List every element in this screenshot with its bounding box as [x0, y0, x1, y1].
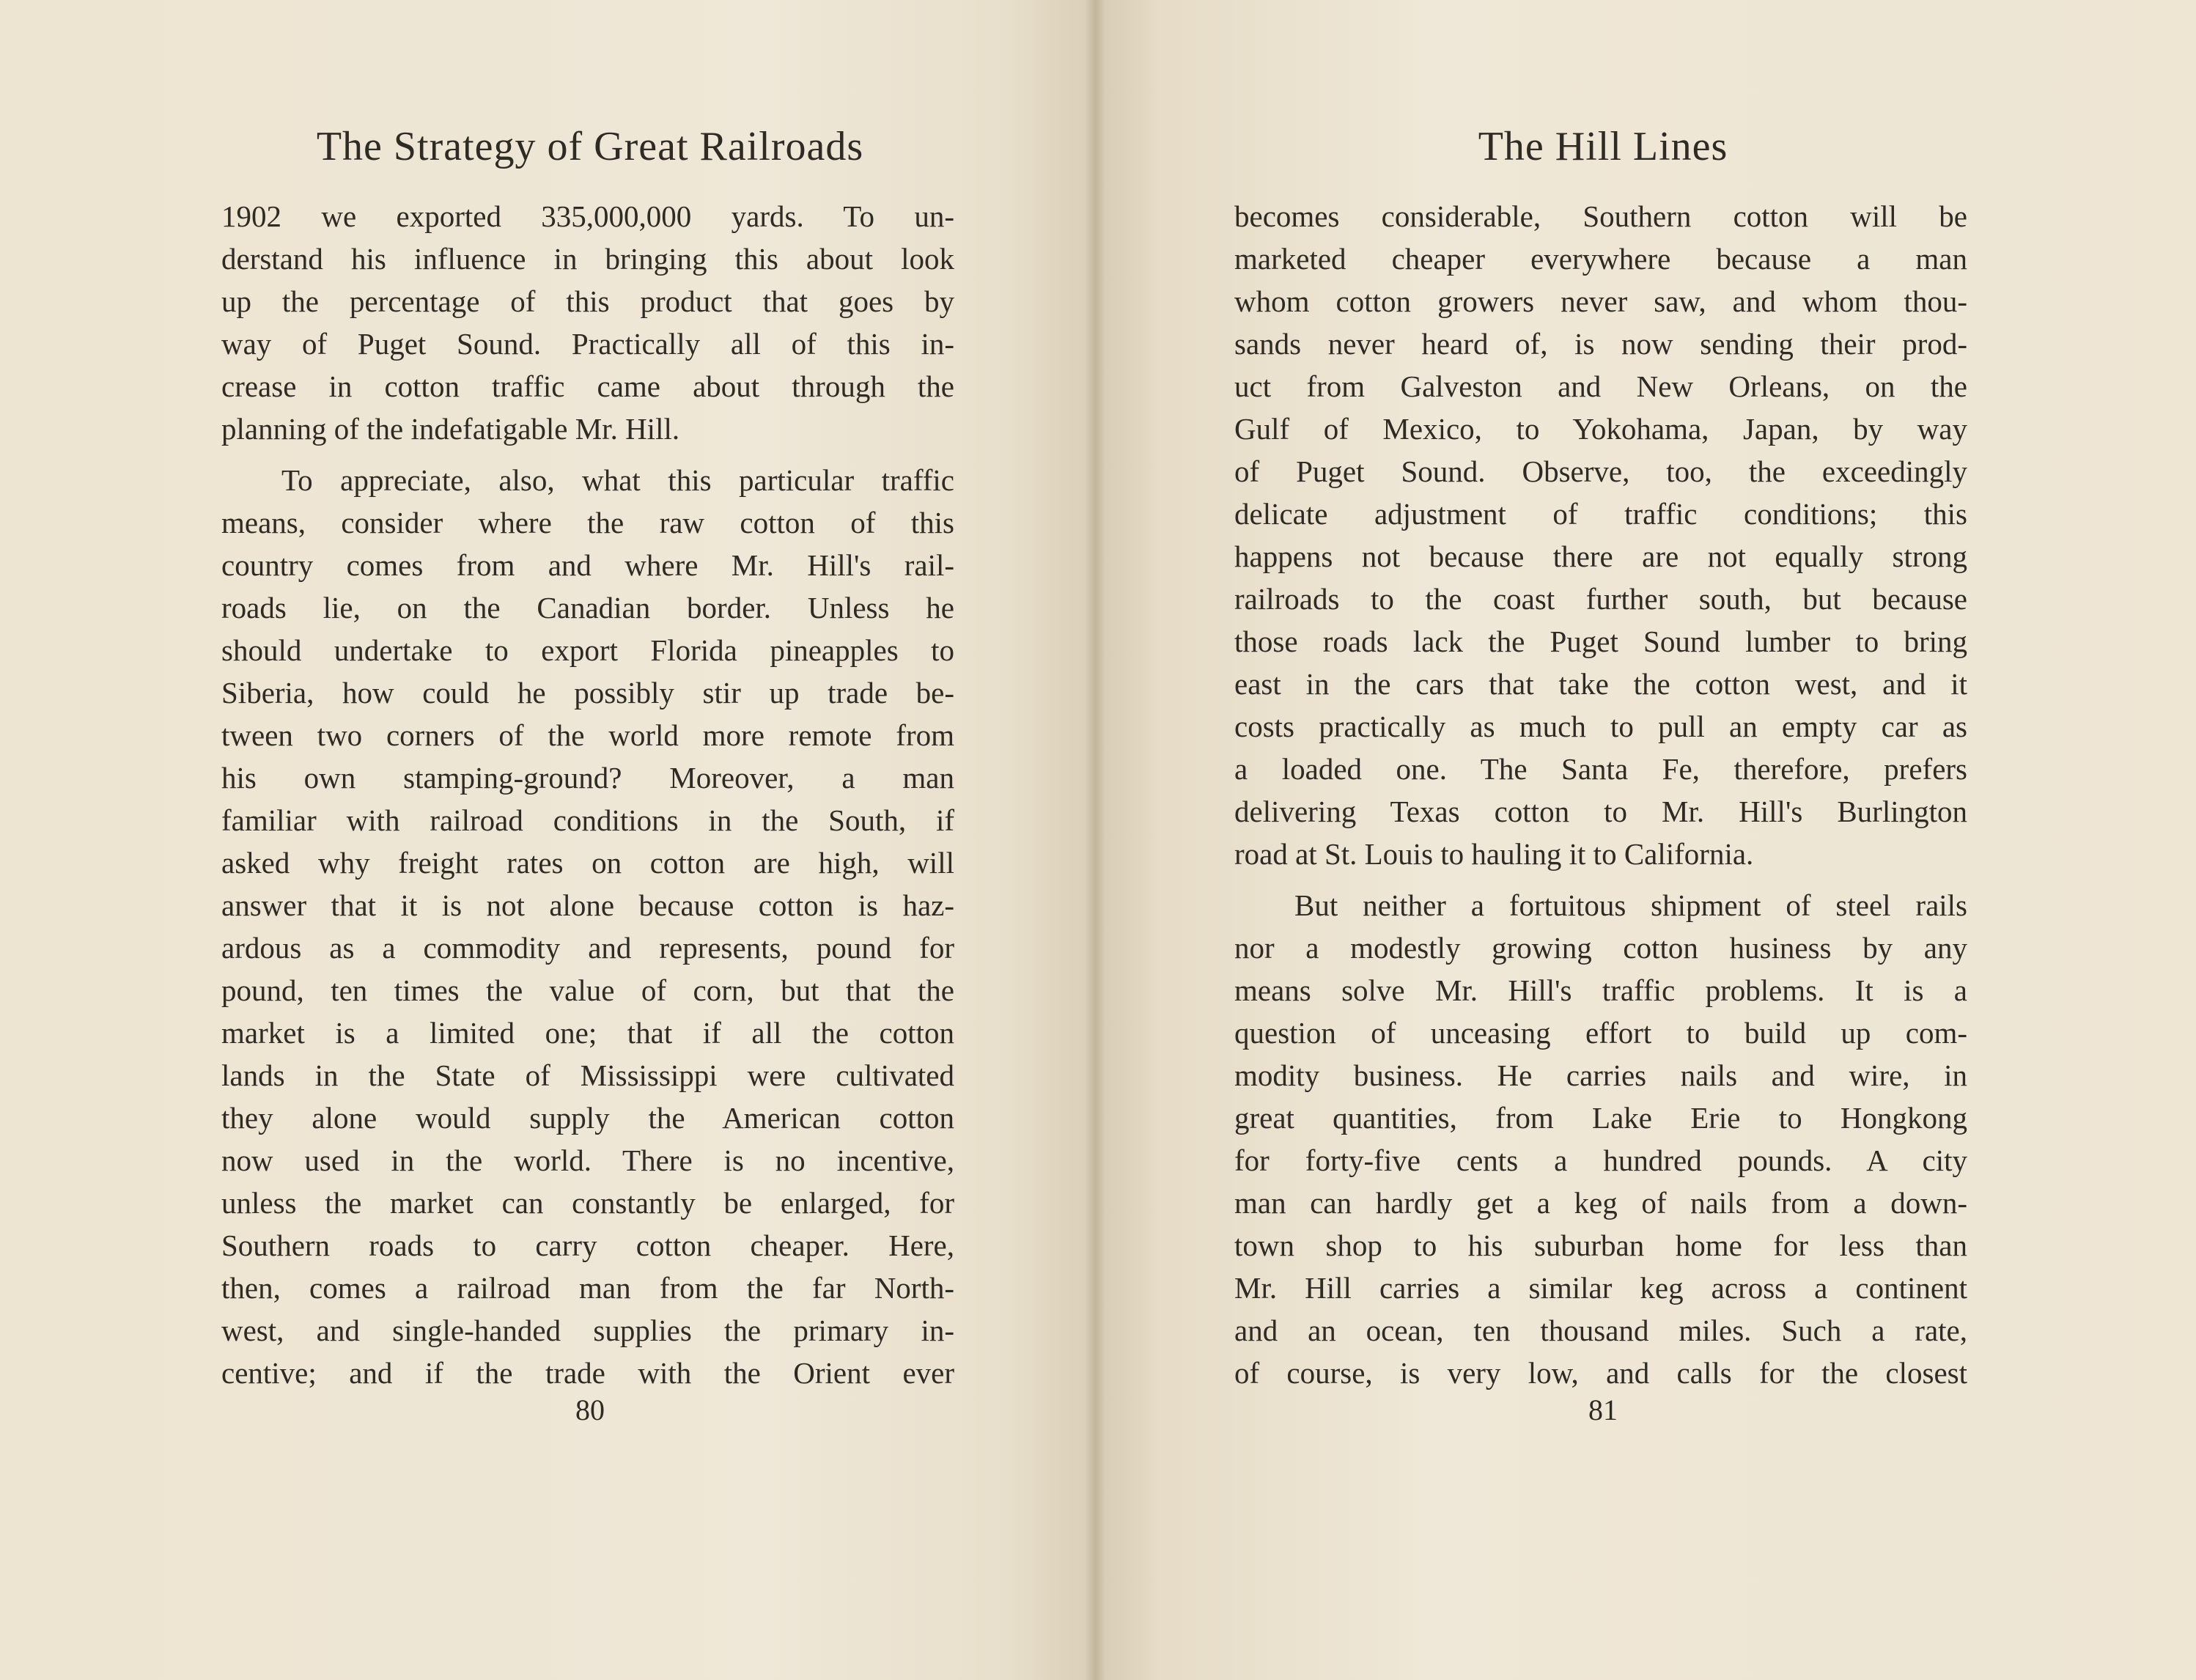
text-line: up the percentage of this product that goes by [221, 284, 954, 318]
text-line: now used in the world. There is no incentive, [221, 1143, 954, 1177]
text-line: then, comes a railroad man from the far North- [221, 1271, 954, 1305]
right-running-head: The Hill Lines [1478, 124, 1728, 169]
right-page-number: 81 [1588, 1393, 1618, 1426]
text-line: roads lie, on the Canadian border. Unless he [221, 591, 954, 625]
paragraph-gap [1234, 875, 1967, 884]
text-line: great quantities, from Lake Erie to Hongkong [1234, 1101, 1967, 1135]
text-line: those roads lack the Puget Sound lumber to bring [1234, 625, 1967, 658]
text-line: east in the cars that take the cotton west, and it [1234, 667, 1967, 701]
book-gutter [1085, 0, 1105, 1680]
text-line: means solve Mr. Hill's traffic problems. It is a [1234, 973, 1967, 1007]
text-line: marketed cheaper everywhere because a man [1234, 242, 1967, 276]
left-running-head: The Strategy of Great Railroads [316, 124, 864, 169]
text-line: nor a modestly growing cotton husiness by any [1234, 931, 1967, 965]
text-line: Siberia, how could he possibly stir up trade be- [221, 676, 954, 710]
text-line: Gulf of Mexico, to Yokohama, Japan, by way [1234, 412, 1967, 446]
left-paragraph [221, 195, 954, 450]
text-line: town shop to his suburban home for less than [1234, 1228, 1967, 1262]
text-line: delivering Texas cotton to Mr. Hill's Burlington [1234, 795, 1967, 828]
text-line: lands in the State of Mississippi were cultivated [221, 1058, 954, 1092]
right-paragraph [1234, 195, 1967, 875]
text-line: unless the market can constantly be enlarged, for [221, 1186, 954, 1220]
text-line: delicate adjustment of traffic conditions; this [1234, 497, 1967, 531]
left-page-number: 80 [575, 1393, 605, 1426]
left-text-block [221, 195, 954, 1394]
right-paragraph [1234, 884, 1967, 1394]
text-line: sands never heard of, is now sending their prod- [1234, 327, 1967, 361]
text-line: familiar with railroad conditions in the South, if [221, 803, 954, 837]
text-line: modity business. He carries nails and wire, in [1234, 1058, 1967, 1092]
text-line: centive; and if the trade with the Orient ever [221, 1356, 954, 1390]
right-page [1095, 0, 2196, 1680]
right-text-block [1234, 195, 1967, 1394]
text-line: Southern roads to carry cotton cheaper. Here, [221, 1228, 954, 1262]
text-line: To appreciate, also, what this particular traffic [281, 463, 954, 497]
text-line: becomes considerable, Southern cotton will be [1234, 199, 1967, 233]
text-line: whom cotton growers never saw, and whom thou- [1234, 284, 1967, 318]
text-line: way of Puget Sound. Practically all of this in- [221, 327, 954, 361]
text-line: of course, is very low, and calls for the closest [1234, 1356, 1967, 1390]
text-line: should undertake to export Florida pineapples to [221, 633, 954, 667]
text-line: pound, ten times the value of corn, but that the [221, 973, 954, 1007]
text-line: of Puget Sound. Observe, too, the exceedingly [1234, 454, 1967, 488]
text-line: asked why freight rates on cotton are high, will [221, 846, 954, 880]
left-paragraph [221, 459, 954, 1394]
text-line: man can hardly get a keg of nails from a down- [1234, 1186, 1967, 1220]
text-line: 1902 we exported 335,000,000 yards. To un- [221, 199, 954, 233]
text-line: planning of the indefatigable Mr. Hill. [221, 412, 680, 446]
text-line: But neither a fortuitous shipment of steel rails [1294, 888, 1967, 922]
text-line: happens not because there are not equally strong [1234, 539, 1967, 573]
text-line: a loaded one. The Santa Fe, therefore, prefers [1234, 752, 1967, 786]
text-line: his own stamping-ground? Moreover, a man [221, 761, 954, 795]
text-line: for forty-five cents a hundred pounds. A city [1234, 1143, 1967, 1177]
text-line: uct from Galveston and New Orleans, on the [1234, 369, 1967, 403]
text-line: and an ocean, ten thousand miles. Such a rate, [1234, 1314, 1967, 1347]
text-line: Mr. Hill carries a similar keg across a continent [1234, 1271, 1967, 1305]
text-line: ardous as a commodity and represents, pound for [221, 931, 954, 965]
text-line: country comes from and where Mr. Hill's rail- [221, 548, 954, 582]
text-line: derstand his influence in bringing this about look [221, 242, 954, 276]
text-line: answer that it is not alone because cotton is haz- [221, 888, 954, 922]
text-line: market is a limited one; that if all the cotton [221, 1016, 954, 1050]
text-line: tween two corners of the world more remote from [221, 718, 954, 752]
text-line: west, and single-handed supplies the primary in- [221, 1314, 954, 1347]
text-line: they alone would supply the American cotton [221, 1101, 954, 1135]
paragraph-gap [221, 450, 954, 459]
text-line: costs practically as much to pull an empty car as [1234, 710, 1967, 743]
text-line: crease in cotton traffic came about through the [221, 369, 954, 403]
left-page [0, 0, 1095, 1680]
text-line: railroads to the coast further south, but because [1234, 582, 1967, 616]
text-line: means, consider where the raw cotton of this [221, 506, 954, 539]
text-line: road at St. Louis to hauling it to California. [1234, 837, 1754, 871]
text-line: question of unceasing effort to build up com- [1234, 1016, 1967, 1050]
